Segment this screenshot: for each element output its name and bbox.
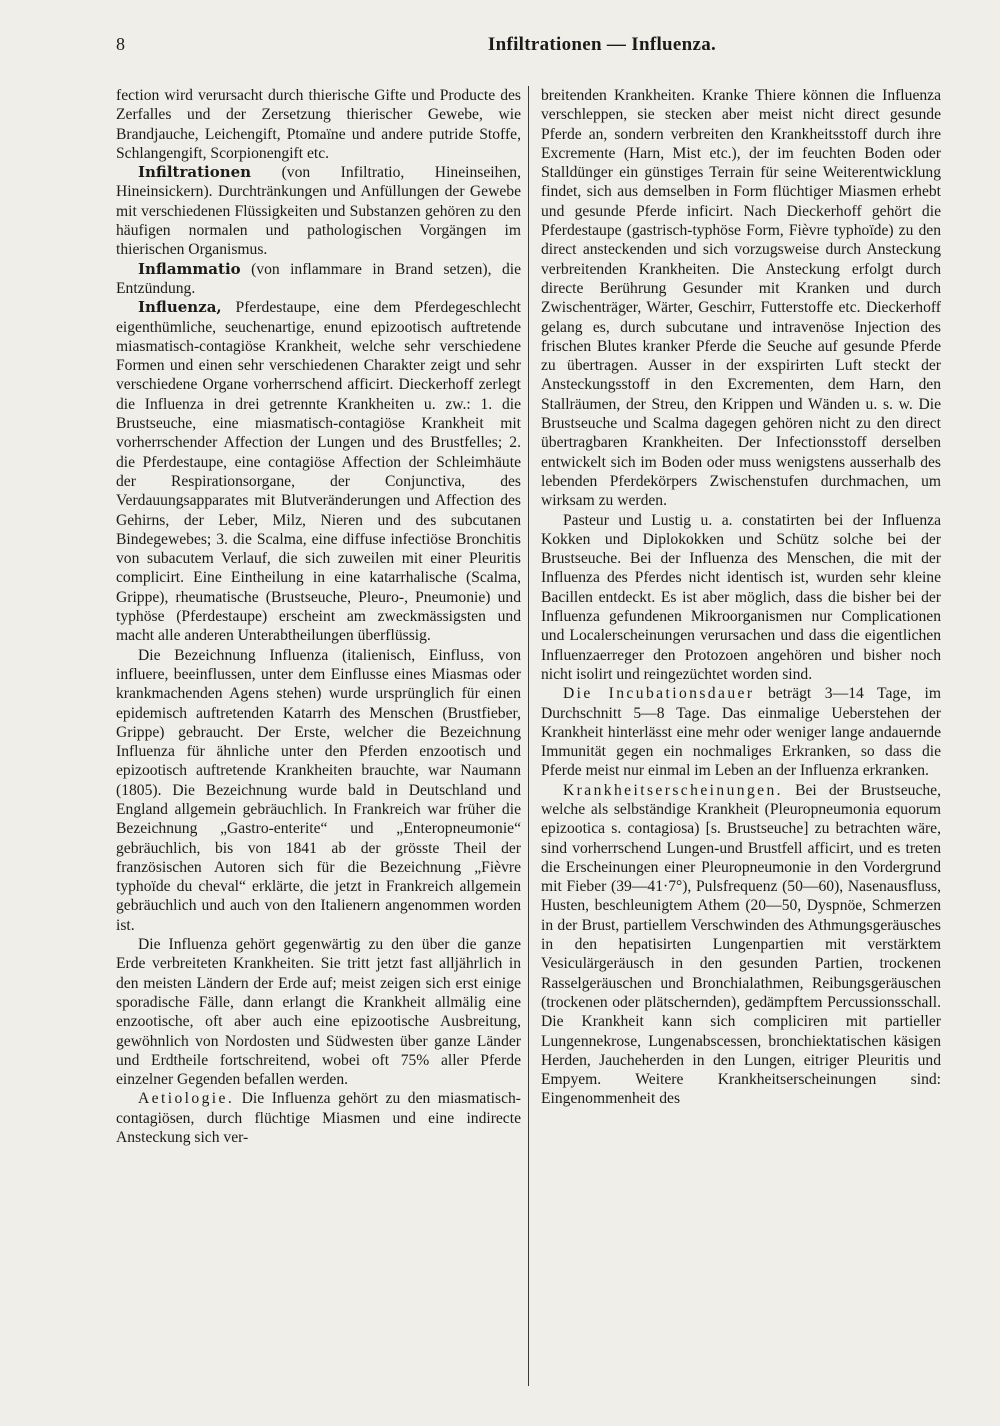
entry-inflammatio — [116, 260, 521, 299]
entry-text: (von Infiltratio, Hineinseihen, Hineinsickern). Durchtränkungen und Anfüllungen der Gewebe mit verschiedenen Flüssigkeiten und Substanzen gehören zu den häufigen normalen und pathologischen Vorgängen im thierischen Organismus. — [116, 164, 521, 259]
entry-term: Inflammatio — [138, 259, 241, 278]
section-heading: Aetiologie. — [138, 1090, 235, 1108]
section-heading: Krankheitserscheinungen. — [563, 781, 783, 799]
section-text: beträgt 3—14 Tage, im Durchschnitt 5—8 Tage. Das einmalige Ueberstehen der Krankheit hinterlässt eine mehr oder weniger lange andauernde Immunität gegen ein nochmaliges Erkranken, so dass die Pferde meist nur einmal im Leben an der Influenza erkranken. — [541, 685, 942, 780]
page-number: 8 — [116, 34, 125, 54]
section-incubationsdauer — [541, 684, 941, 780]
paragraph-right-0: breitenden Krankheiten. Kranke Thiere können die Influenza verschleppen, sie stecken aber meist nicht direct gesunde Pferde an, sondern verbreiten den Krankheitsstoff durch ihre Excremente (Harn, Mist etc.), der im feuchten Boden oder Stalldünger ein günstiges Terrain für seine Weiterentwicklung findet, sich aus demselben in Form flüchtiger Miasmen erhebt und gesunde Pferde inficirt. Nach Dieckerhoff gehört die Pferdestaupe (gastrisch-typhöse Form, Fièvre typhoïde) zu den direct ansteckenden und sich vorzugsweise durch Ansteckung verbreitenden Krankheiten. Die Ansteckung erfolgt durch directe Berührung Gesunder mit Kranken und durch Zwischenträger, Wärter, Geschirr, Futterstoffe etc. Dieckerhoff gelang es, durch subcutane und intravenöse Injection des frischen Blutes kranker Pferde die Seuche auf gesunde Pferde zu übertragen. Ausser in der exspirirten Luft steckt der Ansteckungsstoff in den Excrementen, dem Harn, den Stallräumen, der Streu, den Krippen und Wänden u. s. w. Die Brustseuche und Scalma dagegen gehören nicht zu den direct übertragbaren Krankheiten. Der Infectionsstoff derselben entwickelt sich im Boden oder muss wenigstens ausserhalb des lebenden Pferdekörpers Zwischenstufen durchmachen, um wirksam zu werden. — [541, 87, 941, 510]
section-heading: Die Incubationsdauer — [563, 685, 755, 703]
entry-text: (von inflammare in Brand setzen), die Entzündung. — [116, 260, 521, 297]
section-text: Die Influenza gehört zu den miasmatisch-contagiösen, durch flüchtige Miasmen und eine indirecte Ansteckung sich ver- — [116, 1090, 521, 1147]
paragraph-right-1: Pasteur und Lustig u. a. constatirten bei der Influenza Kokken und Diplokokken und Schütz solche bei der Brustseuche. Bei der Influenza des Menschen, die mit der Influenza des Pferdes nicht identisch ist, wurden sehr kleine Bacillen entdeckt. Es ist aber möglich, dass die bisher bei der Influenza gefundenen Mikroorganismen nur Complicationen und Localerscheinungen verursachen und dass die eigentlichen Influenzaerreger den Protozoen angehören und bisher noch nicht isolirt und reingezüchtet worden sind. — [541, 511, 941, 683]
section-krankheitserscheinungen — [541, 781, 941, 1109]
section-aetiologie — [116, 1089, 521, 1147]
running-head: Infiltrationen — Influenza. — [487, 34, 717, 55]
paragraph-left-0: fection wird verursacht durch thierische Gifte und Producte des Zerfalles und der Zersetzung thierischer Gewebe, wie Brandjauche, Leichengift, Ptomaïne und andere putride Stoffe, Schlangengift, Scorpionengift etc. — [116, 87, 521, 162]
entry-text: Pferdestaupe, eine dem Pferdegeschlecht eigenthümliche, seuchenartige, enund epizootisch auftretende miasmatisch-contagiöse Krankheit, welche sehr verschiedene Formen und einen sehr verschiedenen Charakter zeigt und sehr verschiedene Organe vorherrschend afficirt. Dieckerhoff zerlegt die Influenza in drei getrennte Krankheiten u. zw.: 1. die Brustseuche, eine miasmatisch-contagiöse Krankheit mit vorherrschender Affection der Lungen und des Brustfelles; 2. die Pferdestaupe, eine contagiöse Affection der Schleimhäute der Respirationsorgane, der Conjunctiva, des Verdauungsapparates mit Blutveränderungen und Affection des Gehirns, der Leber, Milz, Nieren und des subcutanen Bindegewebes; 3. die Scalma, eine diffuse infectiöse Bronchitis von subacutem Verlauf, die sich zuweilen mit einer Pleuritis complicirt. Eine Eintheilung in eine katarrhalische (Scalma, Grippe), rheumatische (Brustseuche, Pleuro-, Pneumonie) und typhöse (Pferdestaupe) erscheint am zweckmässigsten und macht alle anderen Unterabtheilungen überflüssig. — [116, 299, 521, 645]
entry-influenza — [116, 298, 521, 645]
section-text: Bei der Brustseuche, welche als selbständige Krankheit (Pleuropneumonia equorum epizootica s. contagiosa) [s. Brustseuche] zu betrachten wäre, sind vorherrschend Lungen-und Brustfell afficirt, und es treten die Erscheinungen einer Pleuropneumonie in den Vordergrund mit Fieber (39—41·7°), Pulsfrequenz (50—60), Nasenausfluss, Husten, beschleunigtem Athem (20—50, Dyspnöe, Schmerzen in der Brust, partiellem Verschwinden des Athmungsgeräusches in den hepatisirten Lungenpartien mit verstärktem Vesiculärgeräusch in den gesunden Partien, trockenen Rasselgeräuschen und Bronchialathmen, Reibungsgeräuschen (trockenen oder plätschernden), gedämpftem Percussionsschall. Die Krankheit kann sich compliciren mit partieller Lungennekrose, Lungenabscessen, bronchiektatischen käsigen Herden, Jaucheherden in den Lungen, eitriger Pleuritis und Empyem. Weitere Krankheitserscheinungen sind: Eingenommenheit des — [541, 781, 941, 1108]
column-divider — [528, 86, 529, 1386]
entry-term: Infiltrationen — [138, 163, 252, 182]
paragraph-left-5: Die Influenza gehört gegenwärtig zu den über die ganze Erde verbreiteten Krankheiten. Sie tritt jetzt fast alljährlich in den meisten Ländern der Erde auf; meist zeigen sich erst einige sporadische Fälle, dann erlangt die Krankheit allmälig eine enzootische, oft aber auch eine epizootische Ausbreitung, gewöhnlich von Nordosten und Südwesten über ganze Länder und Erdtheile fortschreitend, wobei oft 75% aller Pferde einzelner Gegenden befallen werden. — [116, 936, 521, 1089]
entry-term: Influenza, — [138, 298, 222, 317]
left-column — [116, 86, 521, 1147]
right-column — [541, 86, 941, 1109]
paragraph-left-4: Die Bezeichnung Influenza (italienisch, Einfluss, von influere, beeinflussen, unter dem Einflusse eines Miasmas oder krankmachenden Agens stehen) wurde ursprünglich für einen epidemisch auftretenden Katarrh des Menschen (Brustfieber, Grippe) gebraucht. Der Erste, welcher die Bezeichnung Influenza für ähnliche unter den Pferden enzootisch und epizootisch auftretende Krankheiten brauchte, war Naumann (1805). Die Bezeichnung wurde bald in Deutschland und England allgemein gebräuchlich. In Frankreich war früher die Bezeichnung „Gastro-enterite“ und „Enteropneumonie“ gebräuchlich, bis von 1841 ab der grösste Theil der französischen Autoren sich für die Bezeichnung „Fièvre typhoïde du cheval“ erklärte, die jetzt in Frankreich allgemein gebräuchlich und auch von den Italienern angenommen worden ist. — [116, 646, 521, 934]
entry-infiltrationen — [116, 163, 521, 259]
page-header — [116, 34, 938, 60]
